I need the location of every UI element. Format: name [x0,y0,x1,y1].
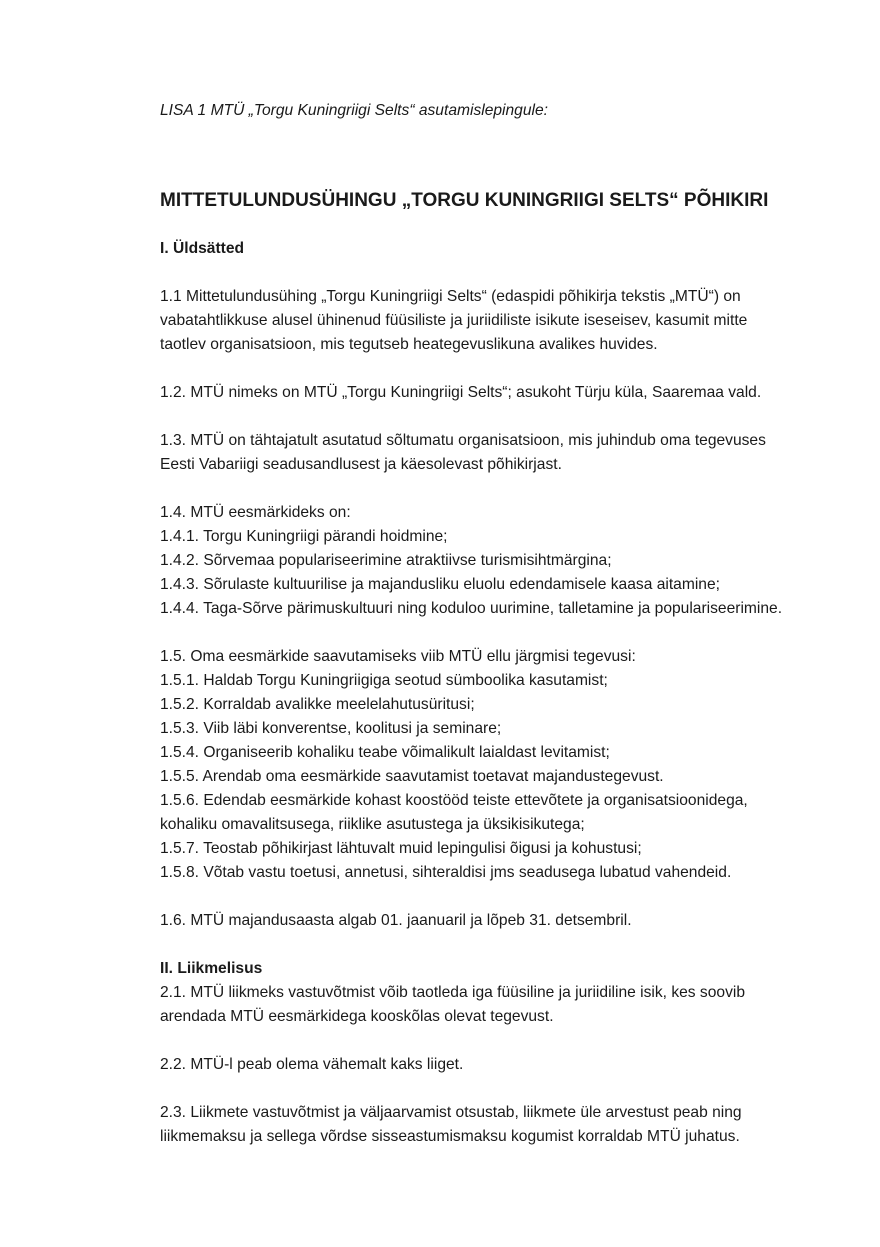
list-item: 1.5.1. Haldab Torgu Kuningriigiga seotud sümboolika kasutamist; [160,672,608,689]
text-line: 2.1. MTÜ liikmeks vastuvõtmist võib taotleda iga füüsiline ja juriidiline isik, kes soovib [160,984,746,1001]
list-item: 1.4.4. Taga-Sõrve pärimuskultuuri ning koduloo uurimine, talletamine ja populariseerimine. [160,600,783,617]
text-line: arendada MTÜ eesmärkidega kooskõlas olevat tegevust. [160,1008,554,1025]
list-item: 1.4.2. Sõrvemaa populariseerimine atraktiivse turismisihtmärgina; [160,552,612,569]
paragraph-2-1 [160,981,850,1029]
paragraph-2-3 [160,1101,850,1149]
list-item: 1.5.4. Organiseerib kohaliku teabe võimalikult laialdast levitamist; [160,744,610,761]
paragraph-1-2: 1.2. MTÜ nimeks on MTÜ „Torgu Kuningriigi Selts“; asukoht Türju küla, Saaremaa vald. [160,384,762,401]
paragraph-1-4-goals [160,501,850,621]
list-intro: 1.4. MTÜ eesmärkideks on: [160,504,351,521]
list-item: 1.4.1. Torgu Kuningriigi pärandi hoidmine; [160,528,448,545]
text-line: 1.3. MTÜ on tähtajatult asutatud sõltumatu organisatsioon, mis juhindub oma tegevuses [160,432,766,449]
document-title: MITTETULUNDUSÜHINGU „TORGU KUNINGRIIGI SELTS“ PÕHIKIRI [160,190,769,211]
text-line: 2.3. Liikmete vastuvõtmist ja väljaarvamist otsustab, liikmete üle arvestust peab ning [160,1104,742,1121]
list-intro: 1.5. Oma eesmärkide saavutamiseks viib MTÜ ellu järgmisi tegevusi: [160,648,636,665]
list-item: 1.4.3. Sõrulaste kultuurilise ja majandusliku eluolu edendamisele kaasa aitamine; [160,576,720,593]
list-item: 1.5.3. Viib läbi konverentse, koolitusi ja seminare; [160,720,502,737]
section-heading-membership: II. Liikmelisus [160,960,263,977]
list-item: 1.5.5. Arendab oma eesmärkide saavutamist toetavat majandustegevust. [160,768,664,785]
document-page [160,99,850,1149]
text-line: Eesti Vabariigi seadusandlusest ja käesolevast põhikirjast. [160,456,562,473]
text-line: taotlev organisatsioon, mis tegutseb heategevuslikuna avalikes huvides. [160,336,658,353]
paragraph-1-6: 1.6. MTÜ majandusaasta algab 01. jaanuaril ja lõpeb 31. detsembril. [160,912,632,929]
section-heading-general: I. Üldsätted [160,240,245,257]
paragraph-1-5-activities [160,645,850,885]
annex-line: LISA 1 MTÜ „Torgu Kuningriigi Selts“ asutamislepingule: [160,102,549,119]
paragraph-1-1 [160,285,850,357]
list-item: 1.5.8. Võtab vastu toetusi, annetusi, sihteraldisi jms seadusega lubatud vahendeid. [160,864,732,881]
list-item: 1.5.6. Edendab eesmärkide kohast koostööd teiste ettevõtete ja organisatsioonidega, [160,792,748,809]
list-item: 1.5.2. Korraldab avalikke meelelahutusüritusi; [160,696,475,713]
text-line: liikmemaksu ja sellega võrdse sisseastumismaksu kogumist korraldab MTÜ juhatus. [160,1128,740,1145]
paragraph-1-3 [160,429,850,477]
paragraph-2-2: 2.2. MTÜ-l peab olema vähemalt kaks liiget. [160,1056,464,1073]
text-line: 1.1 Mittetulundusühing „Torgu Kuningriigi Selts“ (edaspidi põhikirja tekstis „MTÜ“) on [160,288,741,305]
list-item: 1.5.7. Teostab põhikirjast lähtuvalt muid lepingulisi õigusi ja kohustusi; [160,840,642,857]
list-item-continued: kohaliku omavalitsusega, riiklike asutustega ja üksikisikutega; [160,816,585,833]
text-line: vabatahtlikkuse alusel ühinenud füüsiliste ja juriidiliste isikute iseseisev, kasumit mitte [160,312,748,329]
